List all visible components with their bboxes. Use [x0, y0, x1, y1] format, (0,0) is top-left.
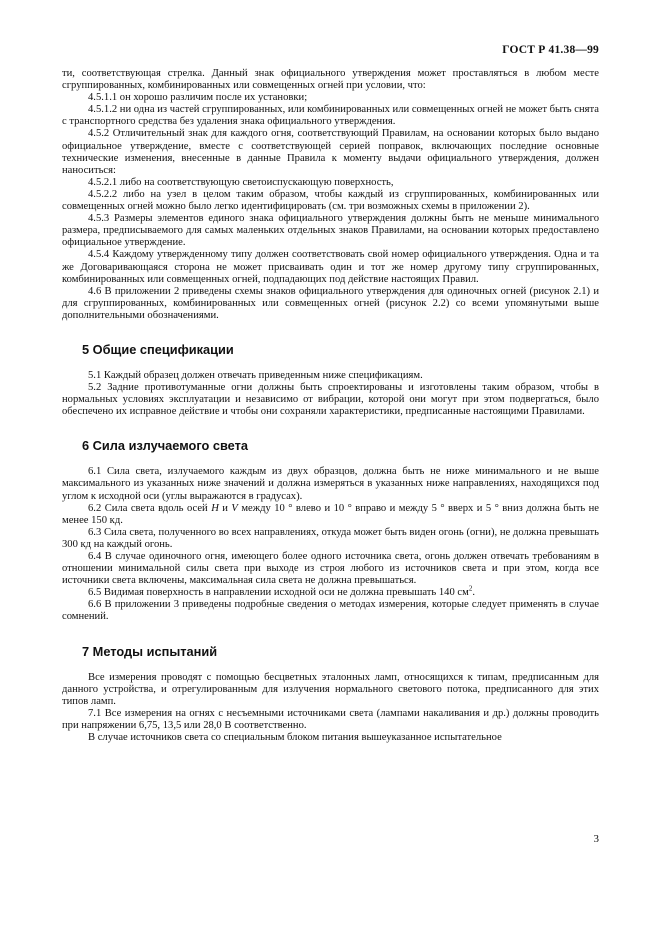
paragraph: [62, 503, 599, 527]
paragraph: 5.1 Каждый образец должен отвечать приведенным ниже спецификациям.: [88, 369, 423, 381]
paragraph: 6.4 В случае одиночного огня, имеющего более одного источника света, огонь должен отвечать требованиям в отношении минимальной силы света при выходе из строя любого из источников света и при этом, когда все источники света включены, максимальная сила света не должна превышаться.: [62, 551, 599, 587]
document-code: ГОСТ Р 41.38—99: [502, 44, 599, 56]
paragraph: [62, 584, 599, 599]
paragraph: ти, соответствующая стрелка. Данный знак официального утверждения может проставляться в любом месте сгруппированных, комбинированных или совмещенных огней при условии, что:: [62, 68, 599, 92]
paragraph: 4.5.1.2 ни одна из частей сгруппированных, или комбинированных или совмещенных огней не может быть снята с транспортного средства без удаления знака официального утверждения.: [62, 104, 599, 128]
paragraph: В случае источников света со специальным блоком питания вышеуказанное испытательное: [88, 732, 502, 744]
paragraph: 6.3 Сила света, полученного во всех направлениях, откуда может быть виден огонь (огни), не должна превышать 300 кд на каждый огонь.: [62, 526, 599, 550]
paragraph: 7.1 Все измерения на огнях с несъемными источниками света (лампами накаливания и др.) должны проводить при напряжении 6,75, 13,5 или 28,0 В соответственно.: [62, 707, 599, 731]
text-run: 6.2 Сила света вдоль осей: [88, 502, 212, 514]
section-heading-6: 6 Сила излучаемого света: [82, 438, 249, 454]
page-body: [62, 68, 599, 744]
text-run: 6.5 Видимая поверхность в направлении исходной оси не должна превышать 140 см: [88, 587, 469, 599]
text-run: .: [472, 587, 475, 599]
page-number: 3: [593, 833, 599, 845]
paragraph: 4.5.2.2 либо на узел в целом таким образом, чтобы каждый из сгруппированных, комбинированных или совмещенных огней можно было легко идентифицировать (см. три возможных схемы в приложении 2).: [62, 188, 599, 213]
paragraph: Все измерения проводят с помощью бесцветных эталонных ламп, относящихся к типам, предписанным для данного устройства, и отрегулированным для излучения нормального светового потока, предписанного для этих типов ламп.: [62, 671, 599, 707]
paragraph: 4.5.2.1 либо на соответствующую светоиспускающую поверхность,: [88, 176, 394, 188]
paragraph: 6.1 Сила света, излучаемого каждым из двух образцов, должна быть не ниже минимального и не выше максимального из указанных ниже значений и должна измеряться в указанных ниже направлениях, находящихся под углом к исходной оси (углы выражаются в градусах).: [62, 466, 599, 502]
paragraph: 4.5.4 Каждому утвержденному типу должен соответствовать свой номер официального утверждения. Одна и та же Договаривающаяся сторона не может присваивать один и тот же номер другому типу сгруппированных, комбинированных или совмещенных огней, подпадающих под действие настоящих Правил.: [62, 249, 599, 285]
paragraph: 4.5.3 Размеры элементов единого знака официального утверждения должны быть не меньше минимального размера, предписываемого для самых маленьких отдельных знаков Правилами, на основании которых предоставлено официальное утверждение.: [62, 213, 599, 249]
text-run: между 10 ° влево и 10 ° вправо и между 5 ° вверх и 5 ° вниз должна быть не менее 150 кд.: [62, 502, 600, 526]
axis-h-symbol: H: [211, 502, 219, 514]
section-heading-5: 5 Общие спецификации: [82, 341, 234, 357]
paragraph: 4.5.2 Отличительный знак для каждого огня, соответствующий Правилам, на основании которых было выдано официальное утверждение, вместе с соответствующей серией поправок, включающих последние основные технические изменения, внесенные в данные Правила к моменту выдачи официального утверждения, должен наноситься:: [62, 128, 599, 176]
superscript: 2: [468, 584, 473, 593]
section-heading-7: 7 Методы испытаний: [82, 643, 218, 659]
paragraph: 5.2 Задние противотуманные огни должны быть спроектированы и изготовлены таким образом, чтобы в нормальных условиях эксплуатации и независимо от вибрации, которой они могут при этом подвергаться, было обеспечено их исправное действие и чтобы они сохраняли характеристики, предписанные настоящими Правилами.: [62, 382, 599, 418]
paragraph: 6.6 В приложении 3 приведены подробные сведения о методах измерения, которые следует применять в случае сомнений.: [62, 599, 599, 623]
text-run: и: [218, 502, 232, 514]
axis-v-symbol: V: [231, 502, 238, 514]
paragraph: 4.5.1.1 он хорошо различим после их установки;: [88, 92, 308, 104]
paragraph: 4.6 В приложении 2 приведены схемы знаков официального утверждения для одиночных огней (рисунок 2.1) и для сгруппированных, комбинированных или совмещенных огней (рисунок 2.2) со всеми упомянутыми выше дополнительными обозначениями.: [62, 285, 599, 321]
